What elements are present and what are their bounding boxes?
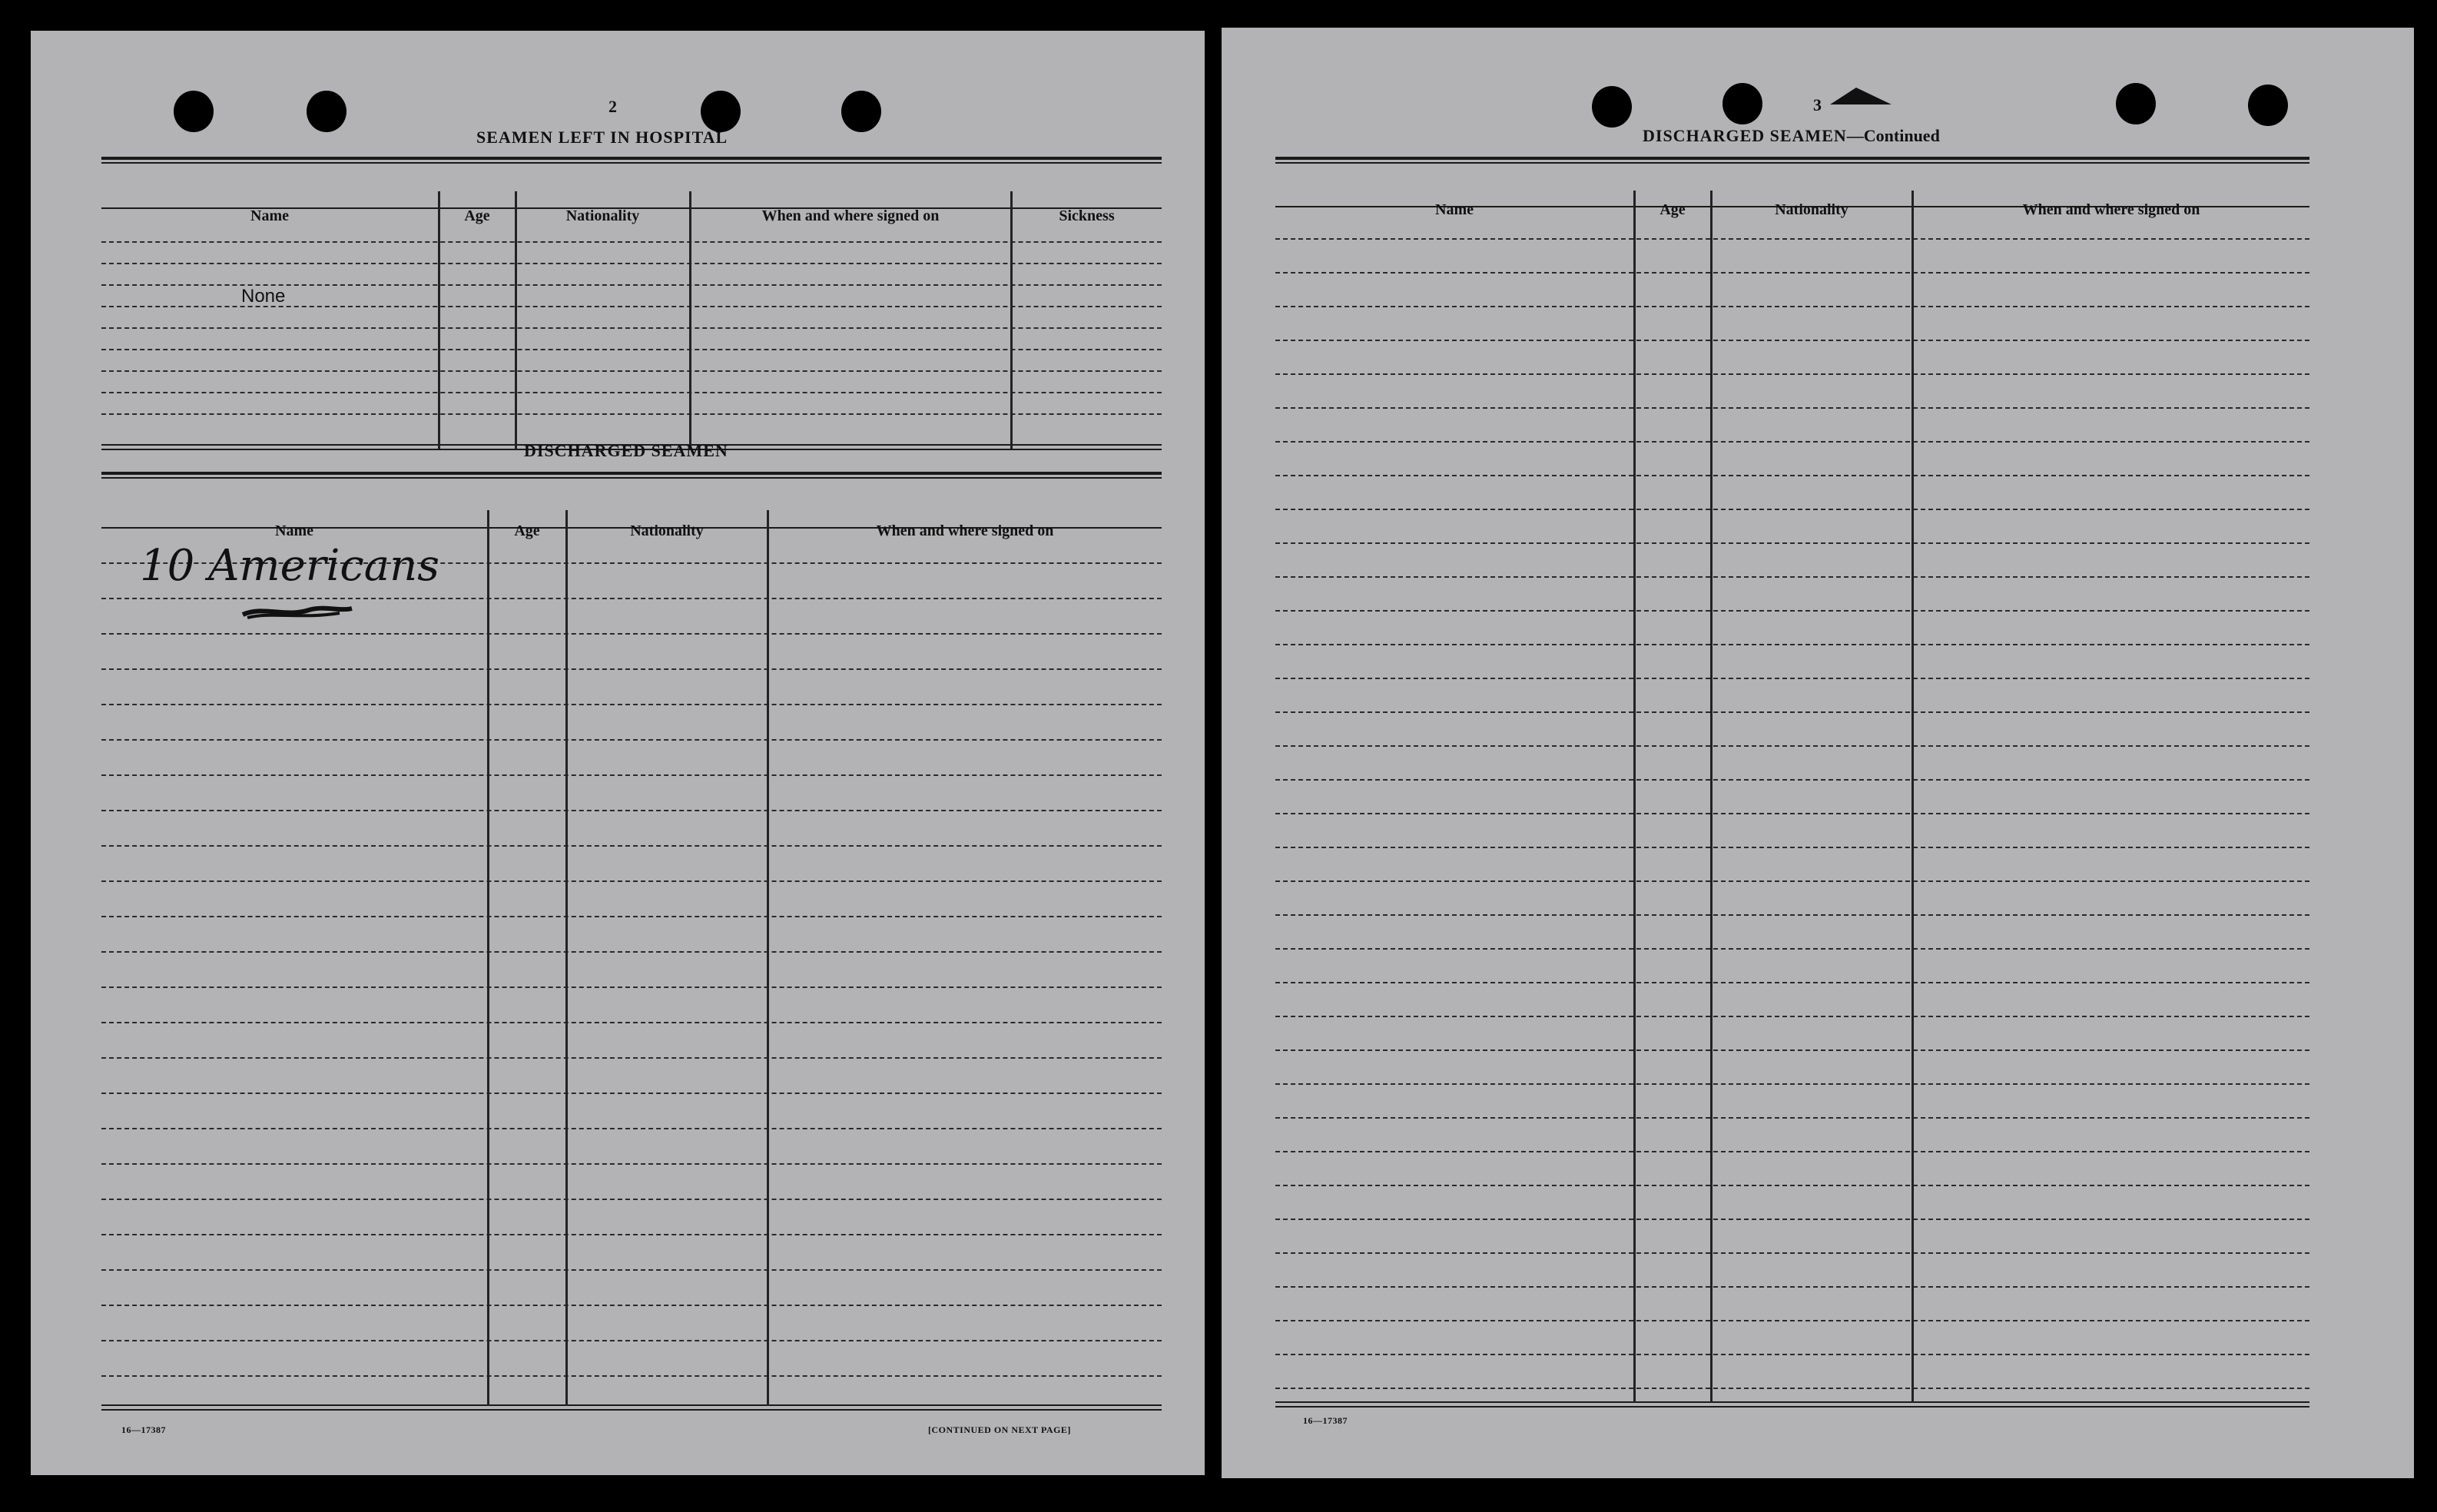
ink-mark [1825, 81, 1895, 112]
punch-hole [1592, 86, 1632, 128]
col-header-name: Name [250, 207, 289, 224]
col-header-name: Name [275, 522, 313, 539]
left-page [31, 31, 1205, 1475]
col-header-sickness: Sickness [1059, 207, 1115, 224]
punch-hole [1722, 83, 1762, 124]
form-number: 16—17387 [1303, 1415, 1348, 1426]
col-header-nationality: Nationality [630, 522, 704, 539]
col-header-when-where: When and where signed on [761, 207, 940, 224]
col-header-when-where: When and where signed on [2022, 201, 2200, 218]
col-header-nationality: Nationality [565, 207, 640, 224]
hospital-entry-name: None [241, 286, 286, 307]
col-header-age: Age [464, 207, 490, 224]
col-header-when-where: When and where signed on [876, 522, 1054, 539]
ink-scribble [240, 601, 355, 624]
discharged-continued-title: DISCHARGED SEAMEN—Continued [1643, 126, 1940, 145]
handwritten-entry: 10 Americans [140, 541, 439, 591]
form-number: 16—17387 [121, 1424, 166, 1435]
discharged-continued-table [1275, 157, 2309, 1424]
punch-hole [841, 91, 881, 132]
punch-hole [701, 91, 741, 132]
punch-hole [2248, 85, 2288, 126]
col-header-age: Age [1659, 201, 1686, 218]
punch-hole [174, 91, 214, 132]
page-number: 3 [1813, 95, 1822, 114]
col-header-name: Name [1435, 201, 1474, 218]
right-page [1222, 28, 2414, 1478]
punch-hole [2116, 83, 2156, 124]
punch-hole [307, 91, 346, 132]
col-header-nationality: Nationality [1775, 201, 1848, 218]
discharged-title: DISCHARGED SEAMEN [524, 441, 728, 460]
col-header-age: Age [514, 522, 540, 539]
continued-note: [CONTINUED ON NEXT PAGE] [928, 1424, 1071, 1435]
page-number: 2 [608, 97, 617, 116]
discharged-table [101, 472, 1162, 1424]
hospital-title: SEAMEN LEFT IN HOSPITAL [476, 128, 728, 147]
hospital-table [101, 157, 1162, 456]
